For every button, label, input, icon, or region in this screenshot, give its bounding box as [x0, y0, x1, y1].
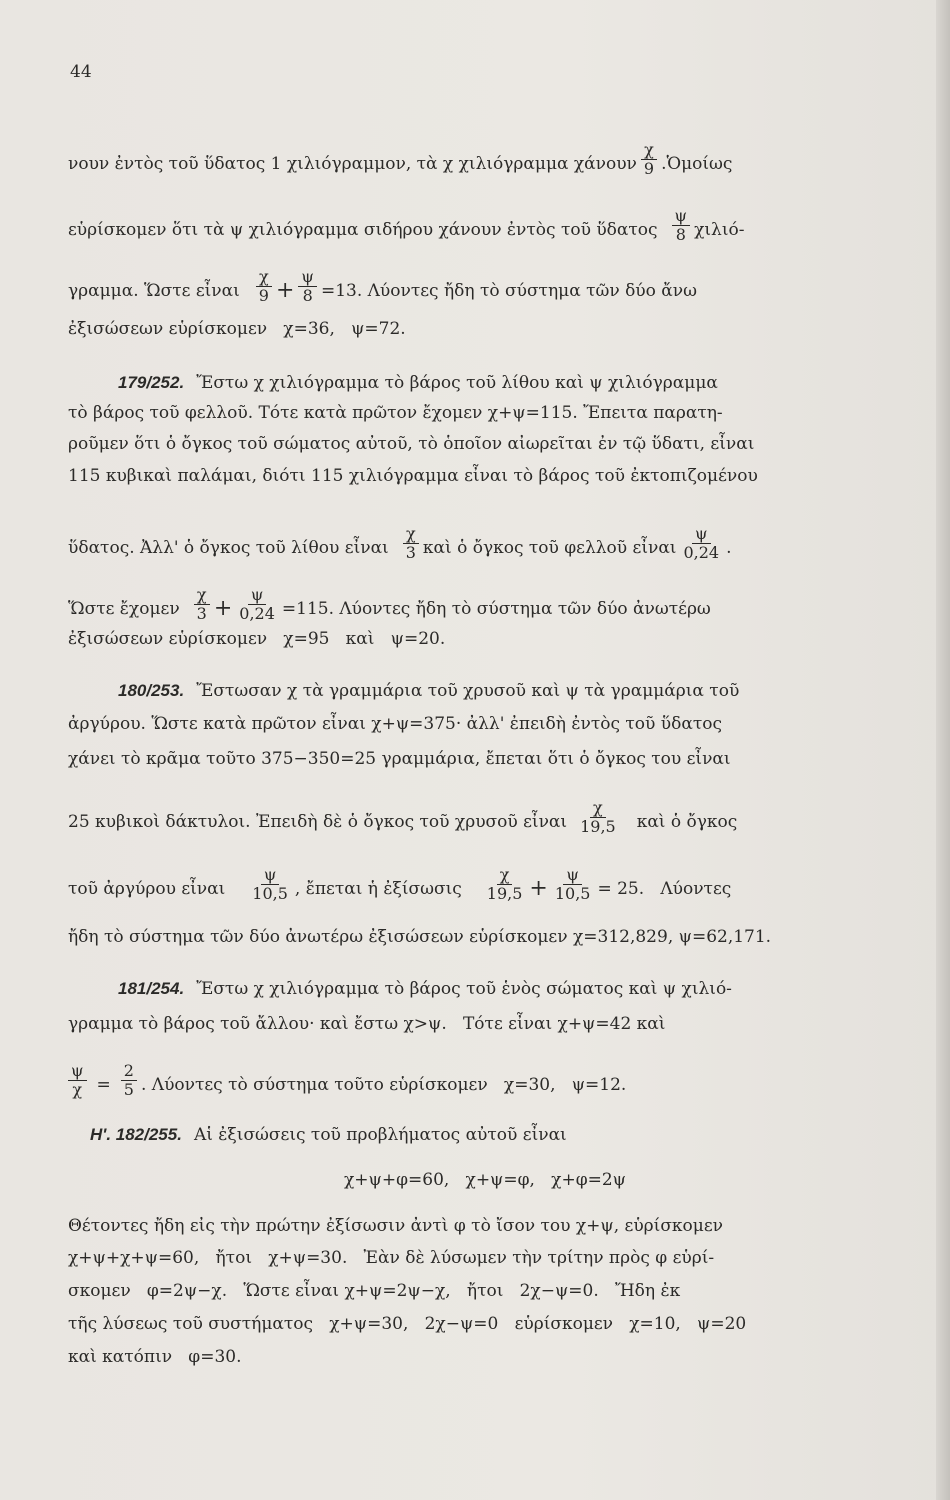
text-line — [68, 372, 902, 394]
problem-number: 180/253. — [118, 681, 185, 700]
text-line — [68, 1313, 902, 1335]
fraction-y-over-0-24 — [236, 586, 278, 623]
numerator: ψ — [692, 525, 711, 544]
text-segment: . Λύοντες τὸ σύστημα τοῦτο εὑρίσκομεν χ=30, ψ=12. — [140, 1074, 627, 1095]
denominator: 3 — [405, 543, 416, 562]
text-line — [68, 318, 902, 340]
text-segment: ἀργύρου. Ὥστε κατὰ πρῶτον εἶναι χ+ψ=375· ἀλλ' ἐπειδὴ ἐντὸς τοῦ ὕδατος — [68, 714, 722, 734]
equals-sign: = — [96, 1074, 111, 1095]
numerator: χ — [590, 799, 606, 818]
text-segment: καὶ ὁ ὄγκος τοῦ φελλοῦ εἶναι — [422, 537, 677, 558]
fraction-x-over-3 — [403, 525, 419, 562]
text-segment: Θέτοντες ἤδη εἰς τὴν πρώτην ἐξίσωσιν ἀντὶ φ τὸ ἴσον του χ+ψ, εὑρίσκομεν — [68, 1216, 723, 1236]
text-segment: χάνει τὸ κρᾶμα τοῦτο 375−350=25 γραμμάρια, ἔπεται ὅτι ὁ ὄγκος του εἶναι — [68, 749, 731, 769]
fraction-x-over-3 — [194, 586, 210, 623]
denominator: 10,5 — [252, 884, 288, 903]
text-segment: νουν ἐντὸς τοῦ ὕδατος 1 χιλιόγραμμον, τὰ χ χιλιόγραμμα χάνουν — [68, 153, 637, 174]
text-segment: εὑρίσκομεν ὅτι τὰ ψ χιλιόγραμμα σιδήρου χάνουν ἐντὸς τοῦ ὕδατος — [68, 219, 658, 240]
fraction-y-over-8 — [672, 207, 691, 244]
text-line — [68, 713, 902, 735]
numerator: 2 — [121, 1062, 137, 1081]
text-line — [68, 140, 902, 182]
numerator: χ — [194, 586, 210, 605]
text-segment: ἐξισώσεων εὑρίσκομεν χ=36, ψ=72. — [68, 319, 406, 339]
text-line — [68, 206, 902, 248]
numerator: ψ — [563, 866, 582, 885]
text-line — [68, 267, 902, 309]
text-segment: .Ὁμοίως — [661, 153, 733, 174]
text-line — [68, 1280, 902, 1302]
problem-number: Η'. 182/255. — [90, 1125, 182, 1144]
fraction-y-over-8 — [298, 268, 317, 305]
period: . — [726, 537, 732, 558]
text-segment: γραμμα τὸ βάρος τοῦ ἄλλου· καὶ ἔστω χ>ψ. Τότε εἶναι χ+ψ=42 καὶ — [68, 1014, 666, 1034]
text-line — [68, 1346, 902, 1368]
text-segment: ὕδατος. Ἀλλ' ὁ ὄγκος τοῦ λίθου εἶναι — [68, 537, 389, 558]
text-line — [68, 1215, 902, 1237]
text-line — [68, 978, 902, 1000]
numerator: ψ — [261, 866, 280, 885]
plus-sign: + — [213, 595, 233, 621]
numerator: ψ — [298, 268, 317, 287]
fraction-x-over-9 — [641, 141, 657, 178]
problem-number: 179/252. — [118, 373, 185, 392]
text-segment: ἤδη τὸ σύστημα τῶν δύο ἀνωτέρω ἐξισώσεων εὑρίσκομεν χ=312,829, ψ=62,171. — [68, 927, 772, 947]
text-line — [68, 524, 902, 566]
denominator: 9 — [643, 159, 655, 178]
text-line — [68, 585, 902, 627]
text-segment: Ὥστε ἔχομεν — [68, 598, 180, 619]
numerator: ψ — [68, 1062, 87, 1081]
fraction-y-over-10-5 — [552, 866, 594, 903]
text-segment: , ἔπεται ἡ ἐξίσωσις — [294, 878, 462, 899]
denominator: 0,24 — [239, 604, 275, 623]
fraction-y-over-x — [68, 1062, 87, 1099]
numerator: χ — [256, 268, 272, 287]
denominator: 8 — [302, 286, 313, 305]
text-segment: =115. Λύοντες ἤδη τὸ σύστημα τῶν δύο ἀνωτέρω — [281, 598, 711, 619]
text-segment: = 25. Λύοντες — [597, 878, 732, 899]
text-segment: γραμμα. Ὥστε εἶναι — [68, 280, 240, 301]
denominator: 9 — [258, 286, 269, 305]
text-line — [68, 433, 902, 455]
denominator: 3 — [196, 604, 207, 623]
text-segment: Ἔστω χ χιλιόγραμμα τὸ βάρος τοῦ ἑνὸς σώματος καὶ ψ χιλιό- — [196, 979, 732, 999]
numerator: χ — [403, 525, 419, 544]
problem-number: 181/254. — [118, 979, 185, 998]
text-line — [68, 748, 902, 770]
fraction-2-over-5 — [121, 1062, 137, 1099]
text-line — [68, 1124, 902, 1146]
text-line — [68, 402, 902, 424]
text-line — [68, 1061, 902, 1103]
plus-sign: + — [275, 277, 295, 303]
text-line — [68, 465, 902, 487]
text-segment: ροῦμεν ὅτι ὁ ὄγκος τοῦ σώματος αὐτοῦ, τὸ ὁποῖον αἰωρεῖται ἐν τῷ ὕδατι, εἶναι — [68, 434, 755, 454]
page-number: 44 — [70, 62, 92, 82]
fraction-x-over-19-5 — [577, 799, 619, 836]
text-segment: Αἱ ἐξισώσεις τοῦ προβλήματος αὐτοῦ εἶναι — [193, 1125, 567, 1145]
text-line-centered — [68, 1169, 902, 1191]
numerator: ψ — [672, 207, 691, 226]
text-segment: 25 κυβικοὶ δάκτυλοι. Ἐπειδὴ δὲ ὁ ὄγκος τοῦ χρυσοῦ εἶναι — [68, 811, 568, 832]
text-segment: σκομεν φ=2ψ−χ. Ὥστε εἶναι χ+ψ=2ψ−χ, ἤτοι 2χ−ψ=0. Ἤδη ἐκ — [68, 1281, 681, 1301]
denominator: 19,5 — [580, 817, 616, 836]
numerator: χ — [497, 866, 513, 885]
text-segment: τῆς λύσεως τοῦ συστήματος χ+ψ=30, 2χ−ψ=0 εὑρίσκομεν χ=10, ψ=20 — [68, 1314, 747, 1334]
equation-system: χ+ψ+φ=60, χ+ψ=φ, χ+φ=2ψ — [344, 1170, 626, 1190]
fraction-y-over-10-5 — [249, 866, 291, 903]
fraction-x-over-19-5 — [484, 866, 526, 903]
text-segment: καὶ ὁ ὄγκος — [636, 811, 738, 832]
page-edge-shadow — [936, 0, 950, 1500]
text-line — [68, 798, 902, 840]
text-line — [68, 865, 902, 907]
text-segment: Ἔστωσαν χ τὰ γραμμάρια τοῦ χρυσοῦ καὶ ψ τὰ γραμμάρια τοῦ — [196, 681, 740, 701]
text-segment: τοῦ ἀργύρου εἶναι — [68, 878, 226, 899]
text-segment: ἐξισώσεων εὑρίσκομεν χ=95 καὶ ψ=20. — [68, 629, 446, 649]
numerator: ψ — [248, 586, 267, 605]
denominator: 19,5 — [486, 884, 523, 903]
denominator: 0,24 — [683, 543, 720, 562]
text-segment: =13. Λύοντες ἤδη τὸ σύστημα τῶν δύο ἄνω — [320, 280, 697, 301]
denominator: 5 — [123, 1080, 134, 1099]
text-segment: τὸ βάρος τοῦ φελλοῦ. Τότε κατὰ πρῶτον ἔχομεν χ+ψ=115. Ἔπειτα παρατη- — [68, 403, 723, 423]
text-segment: καὶ κατόπιν φ=30. — [68, 1347, 242, 1367]
text-line — [68, 926, 902, 948]
plus-sign: + — [529, 875, 548, 901]
text-line — [68, 680, 902, 702]
text-line — [68, 1247, 902, 1269]
text-segment: χιλιό- — [694, 219, 745, 240]
text-segment: χ+ψ+χ+ψ=60, ἤτοι χ+ψ=30. Ἐὰν δὲ λύσωμεν τὴν τρίτην πρὸς φ εὑρί- — [68, 1248, 715, 1268]
text-line — [68, 628, 902, 650]
numerator: χ — [641, 141, 657, 160]
text-segment: 115 κυβικαὶ παλάμαι, διότι 115 χιλιόγραμμα εἶναι τὸ βάρος τοῦ ἐκτοπιζομένου — [68, 466, 758, 486]
denominator: 10,5 — [554, 884, 591, 903]
denominator: χ — [72, 1080, 83, 1099]
text-line — [68, 1013, 902, 1035]
denominator: 8 — [675, 225, 686, 244]
text-segment: Ἔστω χ χιλιόγραμμα τὸ βάρος τοῦ λίθου καὶ ψ χιλιόγραμμα — [196, 373, 718, 393]
fraction-y-over-0-24 — [680, 525, 722, 562]
fraction-x-over-9 — [256, 268, 272, 305]
